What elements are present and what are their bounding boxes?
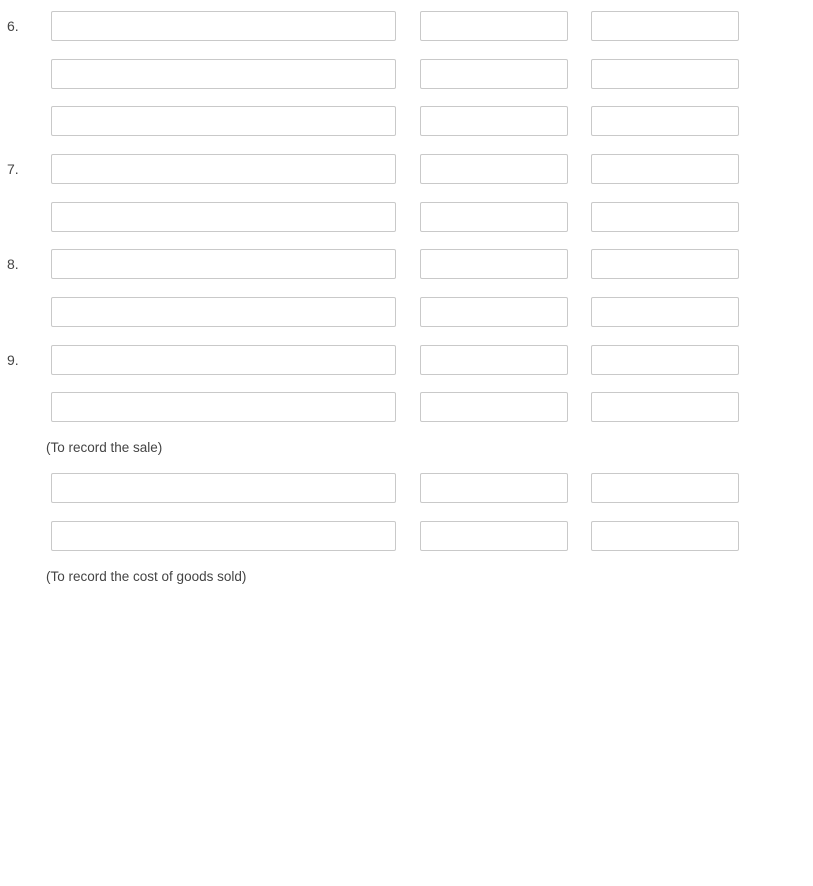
account-title-input[interactable] xyxy=(51,11,396,41)
debit-amount-input[interactable] xyxy=(420,297,568,327)
account-title-input[interactable] xyxy=(51,202,396,232)
journal-row xyxy=(0,521,813,551)
entry-number: 8. xyxy=(7,256,19,272)
account-title-input[interactable] xyxy=(51,249,396,279)
entry-explanation: (To record the cost of goods sold) xyxy=(46,569,247,584)
credit-amount-input[interactable] xyxy=(591,59,739,89)
credit-amount-input[interactable] xyxy=(591,521,739,551)
account-title-input[interactable] xyxy=(51,473,396,503)
journal-row xyxy=(0,345,813,375)
debit-amount-input[interactable] xyxy=(420,249,568,279)
credit-amount-input[interactable] xyxy=(591,202,739,232)
journal-row xyxy=(0,202,813,232)
account-title-input[interactable] xyxy=(51,392,396,422)
account-title-input[interactable] xyxy=(51,59,396,89)
account-title-input[interactable] xyxy=(51,106,396,136)
credit-amount-input[interactable] xyxy=(591,249,739,279)
debit-amount-input[interactable] xyxy=(420,473,568,503)
journal-row xyxy=(0,59,813,89)
credit-amount-input[interactable] xyxy=(591,392,739,422)
entry-number: 9. xyxy=(7,352,19,368)
account-title-input[interactable] xyxy=(51,521,396,551)
journal-row xyxy=(0,297,813,327)
debit-amount-input[interactable] xyxy=(420,11,568,41)
debit-amount-input[interactable] xyxy=(420,59,568,89)
journal-row xyxy=(0,473,813,503)
debit-amount-input[interactable] xyxy=(420,106,568,136)
journal-row xyxy=(0,249,813,279)
credit-amount-input[interactable] xyxy=(591,154,739,184)
debit-amount-input[interactable] xyxy=(420,345,568,375)
journal-row xyxy=(0,11,813,41)
credit-amount-input[interactable] xyxy=(591,106,739,136)
journal-row xyxy=(0,392,813,422)
entry-number: 6. xyxy=(7,18,19,34)
credit-amount-input[interactable] xyxy=(591,473,739,503)
credit-amount-input[interactable] xyxy=(591,345,739,375)
debit-amount-input[interactable] xyxy=(420,202,568,232)
debit-amount-input[interactable] xyxy=(420,392,568,422)
journal-row xyxy=(0,106,813,136)
entry-number: 7. xyxy=(7,161,19,177)
debit-amount-input[interactable] xyxy=(420,154,568,184)
journal-row xyxy=(0,154,813,184)
credit-amount-input[interactable] xyxy=(591,297,739,327)
account-title-input[interactable] xyxy=(51,345,396,375)
debit-amount-input[interactable] xyxy=(420,521,568,551)
account-title-input[interactable] xyxy=(51,154,396,184)
entry-explanation: (To record the sale) xyxy=(46,440,163,455)
account-title-input[interactable] xyxy=(51,297,396,327)
credit-amount-input[interactable] xyxy=(591,11,739,41)
